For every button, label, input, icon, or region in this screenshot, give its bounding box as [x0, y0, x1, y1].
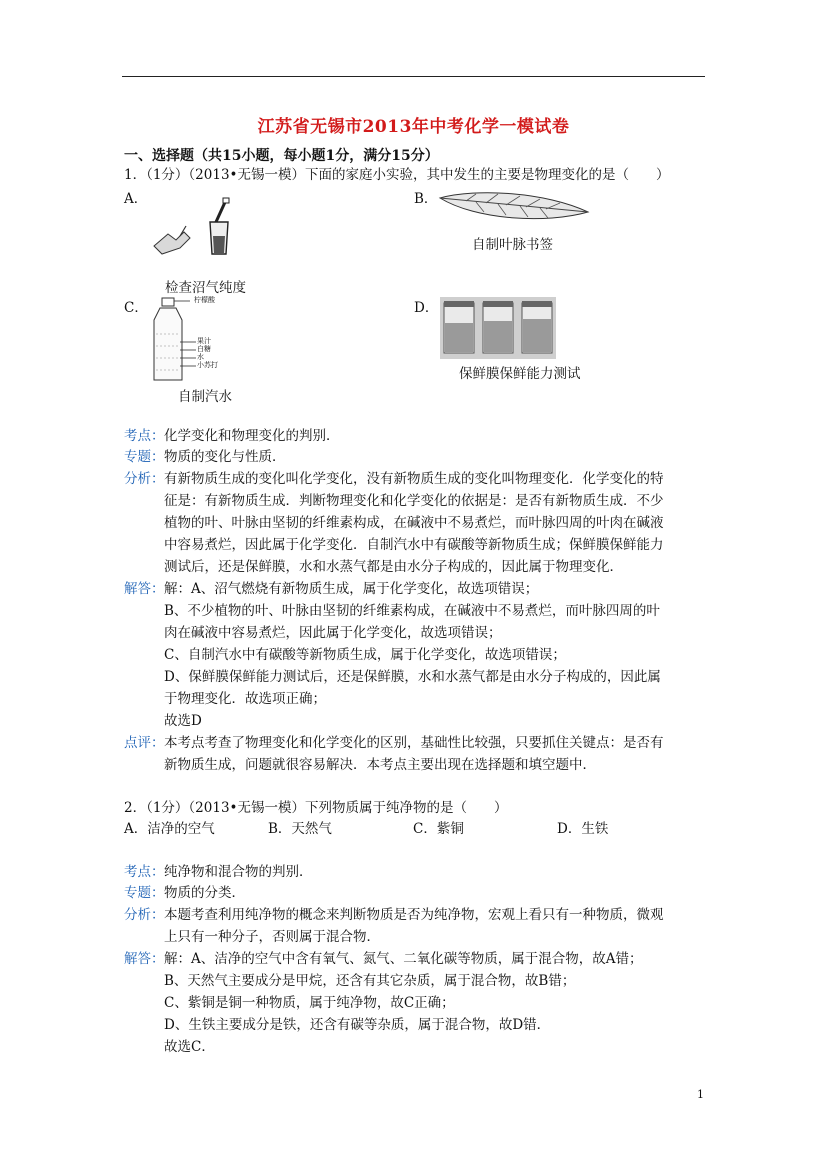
q2-jieda-line: D、生铁主要成分是铁，还含有碳等杂质，属于混合物，故D错．: [164, 1017, 551, 1033]
q2-zhuanti-label: 专题：: [124, 885, 165, 901]
q2-option-b: B．天然气: [268, 821, 332, 837]
bottle-label-1: 果汁: [197, 337, 211, 345]
q1-dianping-line: 本考点考查了物理变化和化学变化的区别，基础性比较强，只要抓住关键点：是否有: [164, 735, 664, 751]
q1-kaodian-label: 考点：: [124, 428, 165, 444]
q2-jieda-line: 故选C．: [164, 1039, 215, 1055]
q2-fenxi-line: 本题考查利用纯净物的概念来判断物质是否为纯净物，宏观上看只有一种物质，微观: [164, 907, 664, 923]
leaf-illustration: [436, 188, 592, 226]
q1-dianping-line: 新物质生成，问题就很容易解决．本考点主要出现在选择题和填空题中．: [164, 757, 596, 773]
q1-option-d-letter: D．: [414, 300, 439, 316]
q1-fenxi-line: 征是：有新物质生成．判断物理变化和化学变化的依据是：是否有新物质生成．不少: [164, 493, 664, 509]
q1-zhuanti-label: 专题：: [124, 449, 165, 465]
q2-jieda-line: C、紫铜是铜一种物质，属于纯净物，故C正确；: [164, 995, 455, 1011]
soda-bottle-illustration: [150, 294, 242, 384]
q1-option-b-caption: 自制叶脉书签: [472, 237, 553, 253]
section-heading: 一、选择题（共15小题，每小题1分，满分15分）: [124, 148, 439, 164]
q1-dianping-label: 点评：: [124, 735, 165, 751]
q2-stem: 2．（1分）（2013•无锡一模）下列物质属于纯净物的是（ ）: [124, 800, 508, 816]
q1-jieda-line: B、不少植物的叶、叶脉由坚韧的纤维素构成，在碱液中不易煮烂，而叶脉四周的叶: [164, 603, 660, 619]
q1-option-c-caption: 自制汽水: [178, 389, 232, 405]
q1-option-b-letter: B．: [414, 191, 438, 207]
q2-fenxi-label: 分析：: [124, 907, 165, 923]
q1-jieda-line: 故选D: [164, 713, 202, 729]
q2-jieda-line: 解：A、洁净的空气中含有氧气、氮气、二氧化碳等物质，属于混合物，故A错；: [164, 951, 643, 967]
q2-jieda-label: 解答：: [124, 951, 165, 967]
page-number: 1: [697, 1088, 704, 1101]
q1-option-a-caption: 检查沼气纯度: [165, 280, 246, 296]
bottle-label-3: 水: [197, 353, 204, 361]
q1-option-d-caption: 保鲜膜保鲜能力测试: [459, 366, 581, 382]
q2-kaodian-label: 考点：: [124, 864, 165, 880]
gas-test-illustration: [150, 196, 242, 268]
q1-fenxi-label: 分析：: [124, 471, 165, 487]
q1-jieda-line: 于物理变化．故选项正确；: [164, 691, 326, 707]
q2-jieda-line: B、天然气主要成分是甲烷，还含有其它杂质，属于混合物，故B错；: [164, 973, 576, 989]
q1-zhuanti: 物质的变化与性质．: [164, 449, 286, 465]
q1-jieda-label: 解答：: [124, 581, 165, 597]
q1-stem: 1．（1分）（2013•无锡一模）下面的家庭小实验，其中发生的主要是物理变化的是（ ）: [124, 167, 670, 183]
q1-fenxi-line: 有新物质生成的变化叫化学变化，没有新物质生成的变化叫物理变化．化学变化的特: [164, 471, 664, 487]
q2-kaodian: 纯净物和混合物的判别．: [164, 864, 313, 880]
jars-illustration: [440, 297, 556, 359]
bottle-label-2: 白糖: [197, 345, 211, 353]
q2-zhuanti: 物质的分类．: [164, 885, 245, 901]
q2-option-a: A．洁净的空气: [124, 821, 215, 837]
q1-kaodian: 化学变化和物理变化的判别．: [164, 428, 340, 444]
header-rule: [122, 76, 705, 77]
q1-fenxi-line: 测试后，还是保鲜膜，水和水蒸气都是由水分子构成的，因此属于物理变化．: [164, 559, 623, 575]
bottle-top-label: 柠檬酸: [194, 296, 215, 304]
bottle-label-4: 小苏打: [197, 361, 218, 369]
page-title: 江苏省无锡市2013年中考化学一模试卷: [257, 117, 570, 137]
q2-option-d: D．生铁: [557, 821, 609, 837]
q2-option-c: C．紫铜: [413, 821, 464, 837]
q1-fenxi-line: 植物的叶、叶脉由坚韧的纤维素构成，在碱液中不易煮烂，而叶脉四周的叶肉在碱液: [164, 515, 664, 531]
q1-jieda-line: D、保鲜膜保鲜能力测试后，还是保鲜膜，水和水蒸气都是由水分子构成的，因此属: [164, 669, 661, 685]
q1-option-a-letter: A．: [124, 191, 148, 207]
q1-jieda-line: 解：A、沼气燃烧有新物质生成，属于化学变化，故选项错误；: [164, 581, 539, 597]
q1-jieda-line: C、自制汽水中有碳酸等新物质生成，属于化学变化，故选项错误；: [164, 647, 566, 663]
q1-option-c-letter: C．: [124, 300, 148, 316]
q2-fenxi-line: 上只有一种分子，否则属于混合物．: [164, 929, 380, 945]
q1-jieda-line: 肉在碱液中容易煮烂，因此属于化学变化，故选项错误；: [164, 625, 502, 641]
q1-fenxi-line: 中容易煮烂，因此属于化学变化．自制汽水中有碳酸等新物质生成；保鲜膜保鲜能力: [164, 537, 664, 553]
